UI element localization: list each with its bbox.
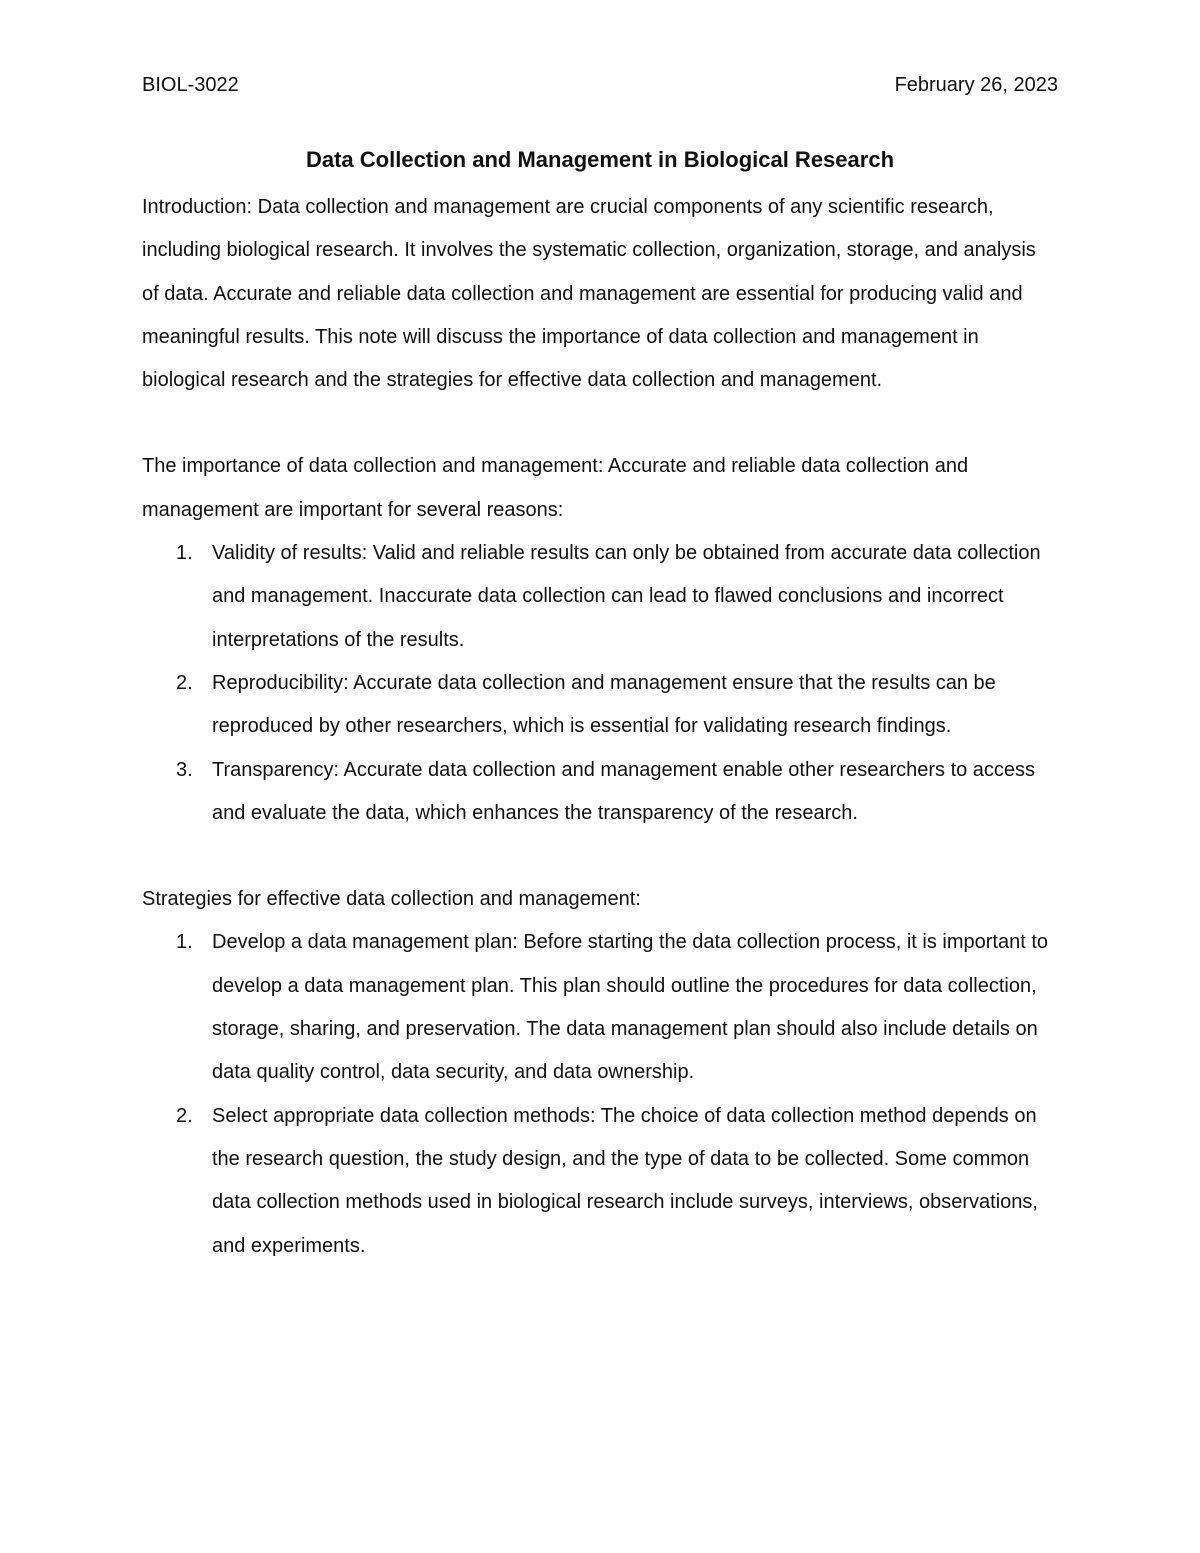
importance-item-transparency bbox=[142, 749, 1058, 836]
list-item-text: Transparency: Accurate data collection and management enable other researchers to access and evaluate the data, which enhances the transparency of the research. bbox=[212, 758, 1036, 824]
importance-lead: The importance of data collection and management: Accurate and reliable data collection and management are important for several reasons: bbox=[142, 455, 969, 521]
importance-list bbox=[142, 532, 1058, 835]
course-code: BIOL-3022 bbox=[142, 74, 239, 96]
importance-item-reproducibility bbox=[142, 662, 1058, 749]
list-item-text: Validity of results: Valid and reliable results can only be obtained from accurate data collection and management. Inaccurate data collection can lead to flawed conclusions and incorrect interpretations of the results. bbox=[212, 542, 1041, 651]
list-item-text: Develop a data management plan: Before starting the data collection process, it is important to develop a data management plan. This plan should outline the procedures for data collection, storage, sharing, and preservation. The data management plan should also include details on data quality control, data security, and data ownership. bbox=[212, 931, 1049, 1084]
strategies-list bbox=[142, 921, 1058, 1267]
intro-paragraph: Introduction: Data collection and management are crucial components of any scientific research, including biological research. It involves the systematic collection, organization, storage, and analysis of data. Accurate and reliable data collection and management are essential for producing valid and meaningful results. This note will discuss the importance of data collection and management in biological research and the strategies for effective data collection and management. bbox=[142, 196, 1036, 392]
paragraph-spacer bbox=[142, 402, 1058, 445]
strategies-item-plan bbox=[142, 921, 1058, 1094]
list-number: 2. bbox=[176, 1104, 193, 1127]
list-number: 1. bbox=[176, 542, 193, 565]
document-date: February 26, 2023 bbox=[894, 74, 1058, 96]
list-number: 1. bbox=[176, 931, 193, 954]
document-body bbox=[142, 186, 1058, 1268]
strategies-item-methods bbox=[142, 1095, 1058, 1268]
document-title: Data Collection and Management in Biological Research bbox=[305, 147, 895, 172]
list-number: 2. bbox=[176, 671, 193, 694]
paragraph-spacer bbox=[142, 835, 1058, 878]
list-number: 3. bbox=[176, 758, 193, 781]
importance-item-validity bbox=[142, 532, 1058, 662]
list-item-text: Reproducibility: Accurate data collection and management ensure that the results can be reproduced by other researchers, which is essential for validating research findings. bbox=[212, 671, 996, 738]
list-item-text: Select appropriate data collection methods: The choice of data collection method depends on the research question, the study design, and the type of data to be collected. Some common data collection methods used in biological research include surveys, interviews, observations, and experiments. bbox=[212, 1104, 1038, 1257]
strategies-lead: Strategies for effective data collection and management: bbox=[142, 888, 641, 911]
